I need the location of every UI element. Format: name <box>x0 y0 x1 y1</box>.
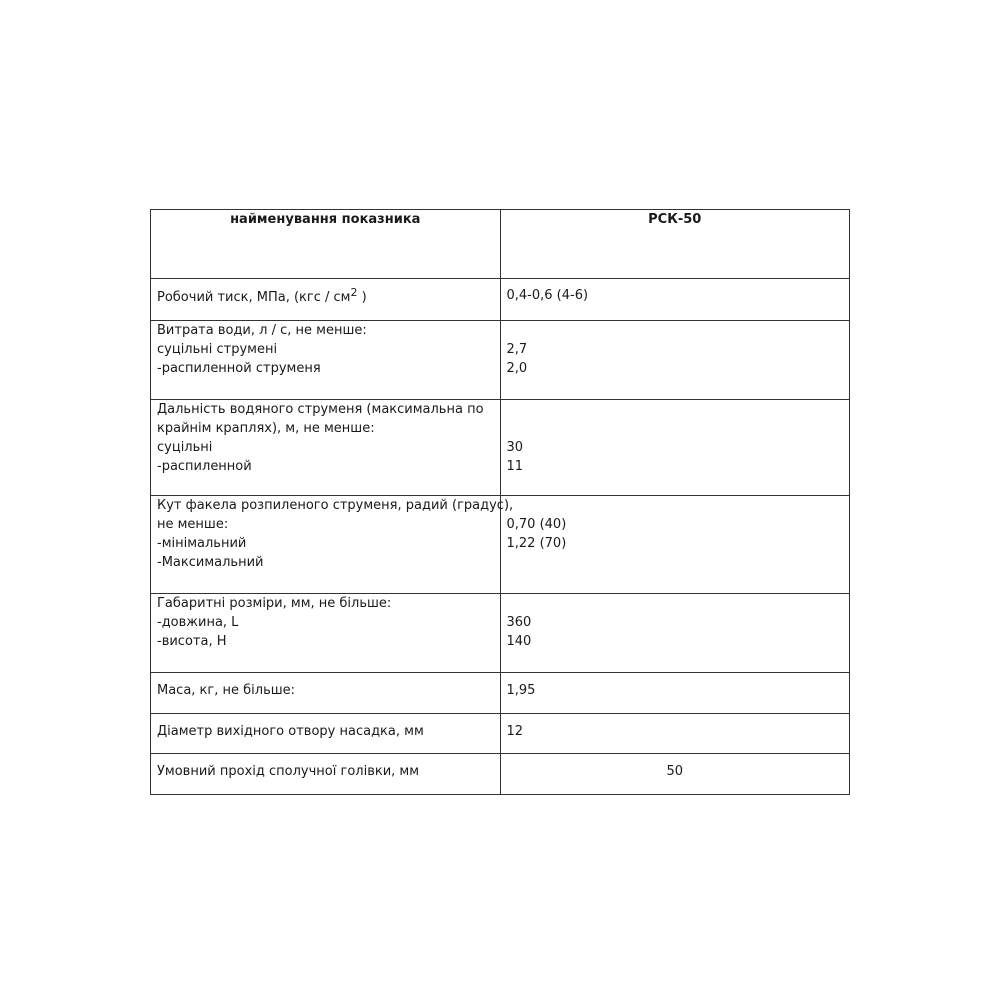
parameter-cell <box>151 321 501 400</box>
parameter-line: -Максимальний <box>157 555 264 570</box>
table-row <box>151 673 850 714</box>
value-line: 360 <box>506 615 532 630</box>
parameter-line: Кут факела розпиленого струменя, радий (градус), <box>157 498 514 513</box>
value-line <box>507 400 844 419</box>
parameter-line: суцільні струмені <box>157 342 278 357</box>
parameter-line: не менше: <box>157 517 229 532</box>
value-cell <box>500 321 850 400</box>
value-line: 30 <box>506 440 524 455</box>
parameter-line: Умовний прохід сполучної голівки, мм <box>157 764 420 779</box>
value-line: 2,7 <box>506 342 528 357</box>
parameter-cell <box>151 279 501 321</box>
value-cell <box>500 673 850 714</box>
value-line <box>507 594 844 613</box>
value-line: 0,70 (40) <box>506 517 567 532</box>
parameter-cell <box>151 400 501 496</box>
header-model-name: РСК-50 <box>500 210 850 279</box>
parameter-line: Маса, кг, не більше: <box>157 683 296 698</box>
parameter-line: -распиленной <box>157 459 252 474</box>
value-line: 2,0 <box>506 361 528 376</box>
value-line <box>507 496 844 515</box>
parameter-cell <box>151 714 501 754</box>
parameter-line: Діаметр вихідного отвору насадка, мм <box>157 724 424 739</box>
specification-table <box>150 209 850 795</box>
parameter-cell <box>151 754 501 795</box>
table-row <box>151 279 850 321</box>
table-row <box>151 754 850 795</box>
parameter-line: -мінімальний <box>157 536 247 551</box>
parameter-line: ) <box>361 290 367 305</box>
value-cell <box>500 754 850 795</box>
parameter-line: суцільні <box>157 440 213 455</box>
value-cell <box>500 279 850 321</box>
parameter-line: Витрата води, л / с, не менше: <box>157 323 367 338</box>
table-row <box>151 400 850 496</box>
value-line: 0,4-0,6 (4-6) <box>506 288 589 303</box>
table-row <box>151 714 850 754</box>
parameter-cell <box>151 594 501 673</box>
parameter-line: -висота, Н <box>157 634 227 649</box>
parameter-cell <box>151 673 501 714</box>
parameter-line: -распиленной струменя <box>157 361 321 376</box>
table-row <box>151 321 850 400</box>
parameter-line: -довжина, L <box>157 615 239 630</box>
value-cell <box>500 496 850 594</box>
value-line: 50 <box>666 764 684 779</box>
value-line: 12 <box>506 724 524 739</box>
value-line: 11 <box>506 459 524 474</box>
parameter-line: крайнім краплях), м, не менше: <box>157 421 375 436</box>
header-parameter-name: найменування показника <box>151 210 501 279</box>
parameter-line: Робочий тиск, МПа, (кгс / см <box>157 290 351 305</box>
parameter-line: Габаритні розміри, мм, не більше: <box>157 596 392 611</box>
parameter-line: Дальність водяного струменя (максимальна по <box>157 402 484 417</box>
parameter-cell <box>151 496 514 594</box>
value-line <box>507 553 844 572</box>
value-line: 1,95 <box>506 683 536 698</box>
superscript: 2 <box>350 286 358 299</box>
value-cell <box>500 400 850 496</box>
value-line <box>507 419 844 438</box>
value-line: 1,22 (70) <box>506 536 567 551</box>
value-line <box>507 321 844 340</box>
value-line: 140 <box>506 634 532 649</box>
value-cell <box>500 594 850 673</box>
table-row <box>151 496 850 594</box>
value-cell <box>500 714 850 754</box>
table-row <box>151 594 850 673</box>
table-header-row <box>151 210 850 279</box>
